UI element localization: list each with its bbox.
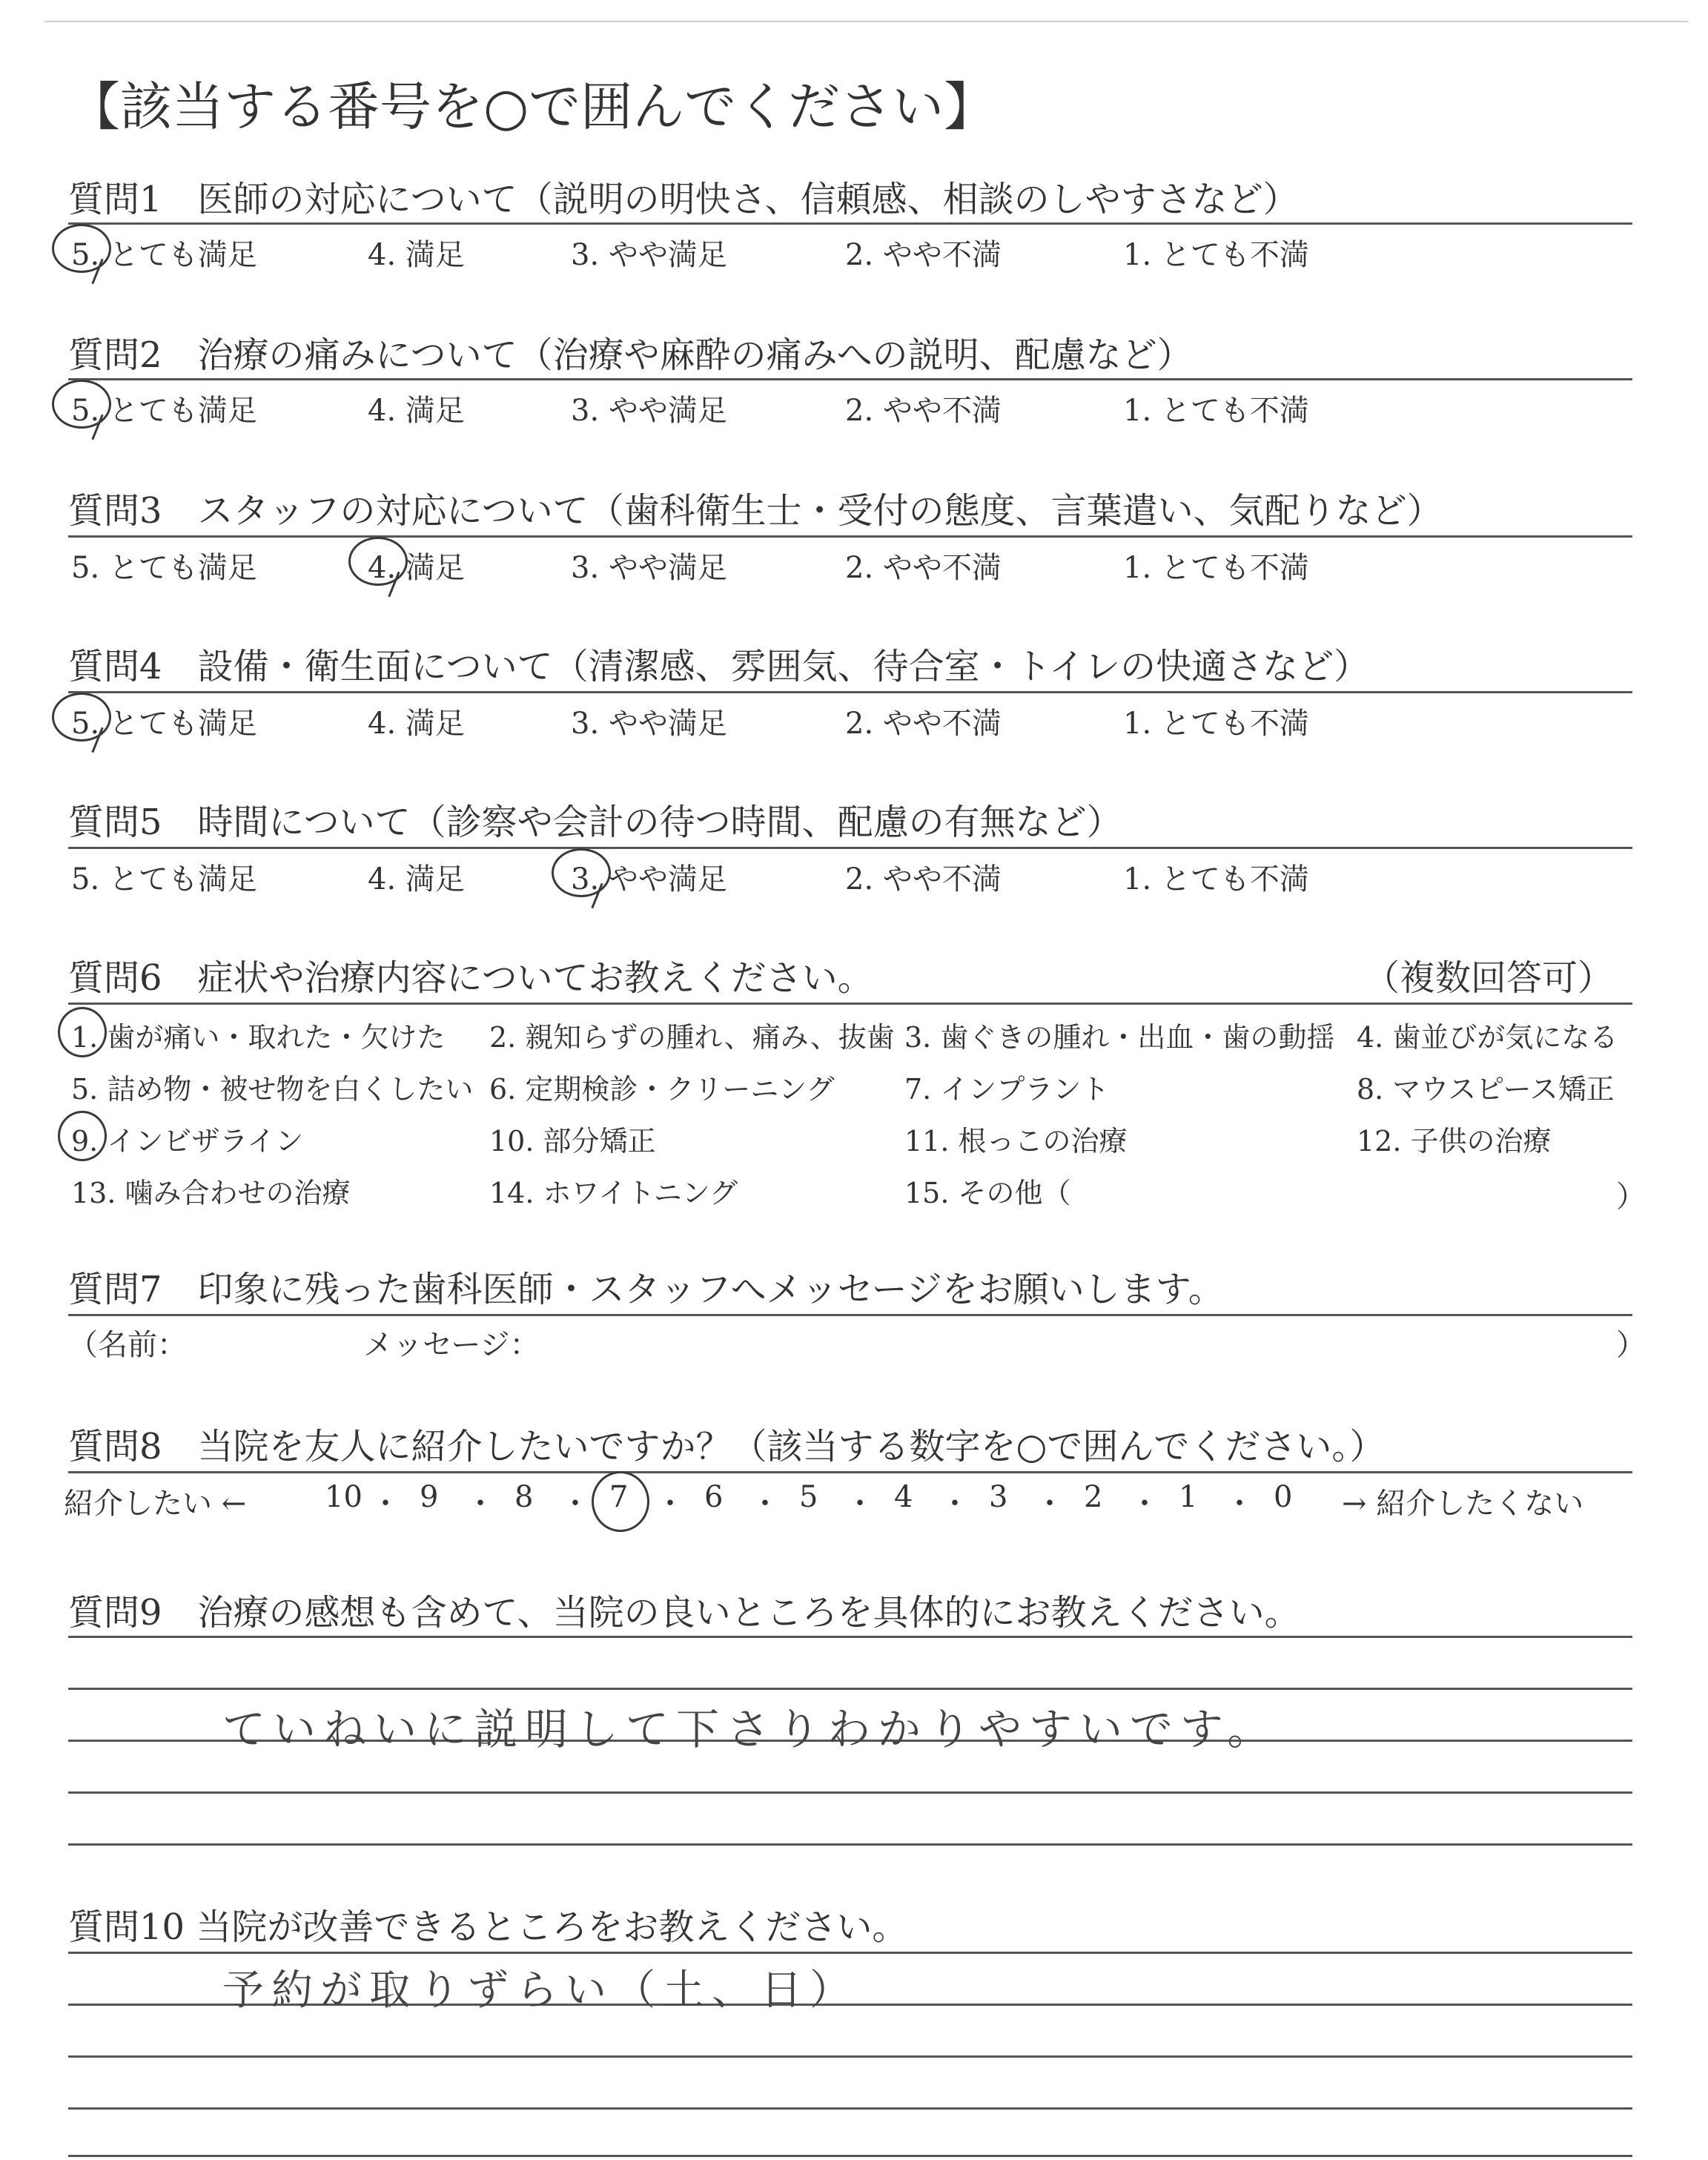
question-4-rule	[68, 691, 1632, 693]
q10-line-4	[68, 2107, 1632, 2110]
scale-number: 10	[325, 1480, 363, 1514]
scale-number: 1	[1179, 1480, 1198, 1514]
q9-handwritten-answer: ていねいに説明して下さりわかりやすいです。	[222, 1704, 1278, 1754]
rating-option: 5. とても満足	[71, 551, 257, 585]
rating-option: 2. やや不満	[845, 238, 1002, 272]
message-label: メッセージ：	[363, 1328, 540, 1362]
question-7-title: 質問7 印象に残った歯科医師・スタッフへメッセージをお願いします。	[68, 1269, 1224, 1310]
scale-separator: ・	[1225, 1487, 1254, 1521]
selection-circle	[58, 1007, 107, 1057]
selection-circle	[58, 1111, 107, 1161]
question-9-title: 質問9 治療の感想も含めて、当院の良いところを具体的にお教えください。	[68, 1592, 1300, 1634]
question-5-title: 質問5 時間について（診察や会計の待つ時間、配慮の有無など）	[68, 802, 1122, 843]
symptom-option: 11. 根っこの治療	[904, 1125, 1128, 1157]
question-2-rule	[68, 378, 1632, 380]
rating-option: 5. とても満足	[71, 862, 257, 896]
rating-option: 4. 満足	[368, 551, 465, 585]
scale-number: 2	[1084, 1480, 1103, 1514]
scale-separator: ・	[845, 1487, 875, 1521]
question-1-title: 質問1 医師の対応について（説明の明快さ、信頼感、相談のしやすさなど）	[68, 179, 1299, 220]
scale-separator: ・	[371, 1487, 400, 1521]
rating-option: 3. やや満足	[571, 707, 727, 741]
rating-option: 4. 満足	[368, 707, 465, 741]
scale-number: 8	[514, 1480, 534, 1514]
rating-option: 2. やや不満	[845, 551, 1002, 585]
scale-number: 4	[894, 1480, 913, 1514]
symptom-option: 13. 噛み合わせの治療	[71, 1177, 351, 1209]
symptom-option: 3. 歯ぐきの腫れ・出血・歯の動揺	[904, 1021, 1335, 1054]
symptom-option: 15. その他（	[904, 1177, 1071, 1209]
q9-line-2	[68, 1688, 1632, 1690]
q9-line-5	[68, 1843, 1632, 1846]
recommend-right-label: → 紹介したくない	[1342, 1487, 1584, 1521]
selection-circle	[348, 537, 408, 586]
rating-option: 3. やや満足	[571, 551, 727, 585]
scale-number: 9	[420, 1480, 439, 1514]
rating-option: 1. とても不満	[1123, 707, 1309, 741]
question-6-note: （複数回答可）	[1364, 957, 1614, 999]
symptom-option: 9. インビザライン	[71, 1125, 304, 1157]
question-8-title: 質問8 当院を友人に紹介したいですか？（該当する数字を○で囲んでください。）	[68, 1426, 1386, 1467]
rating-option: 1. とても不満	[1123, 238, 1309, 272]
symptom-option: 2. 親知らずの腫れ、痛み、抜歯	[489, 1021, 895, 1054]
symptom-option: 6. 定期検診・クリーニング	[489, 1073, 835, 1106]
question-2-title: 質問2 治療の痛みについて（治療や麻酔の痛みへの説明、配慮など）	[68, 334, 1193, 376]
rating-option: 2. やや不満	[845, 862, 1002, 896]
message-close-paren: ）	[1616, 1328, 1646, 1362]
scale-separator: ・	[560, 1487, 590, 1521]
scale-separator: ・	[940, 1487, 970, 1521]
rating-option: 4. 満足	[368, 394, 465, 428]
question-7-rule	[68, 1314, 1632, 1316]
rating-option: 2. やや不満	[845, 707, 1002, 741]
scale-separator: ・	[1130, 1487, 1159, 1521]
q10-handwritten-answer: 予約が取りずらい（土、日）	[222, 1966, 858, 2015]
scale-separator: ・	[466, 1487, 495, 1521]
rating-option: 3. やや満足	[571, 862, 727, 896]
symptom-option: 10. 部分矯正	[489, 1125, 656, 1157]
selection-circle	[52, 693, 111, 742]
question-4-title: 質問4 設備・衛生面について（清潔感、雰囲気、待合室・トイレの快適さなど）	[68, 646, 1370, 687]
scale-separator: ・	[655, 1487, 685, 1521]
symptom-option: 8. マウスピース矯正	[1357, 1073, 1615, 1106]
question-5-rule	[68, 847, 1632, 849]
rating-option: 4. 満足	[368, 862, 465, 896]
q9-line-4	[68, 1791, 1632, 1794]
scale-separator: ・	[750, 1487, 780, 1521]
rating-option: 2. やや不満	[845, 394, 1002, 428]
rating-option: 4. 満足	[368, 238, 465, 272]
top-border	[44, 21, 1689, 22]
scale-number: 7	[609, 1480, 629, 1514]
rating-option: 5. とても満足	[71, 238, 257, 272]
question-6-title: 質問6 症状や治療内容についてお教えください。	[68, 957, 873, 999]
q10-line-3	[68, 2055, 1632, 2058]
question-6-rule	[68, 1003, 1632, 1005]
symptom-option: 1. 歯が痛い・取れた・欠けた	[71, 1021, 446, 1054]
selection-circle	[52, 380, 111, 429]
rating-option: 1. とても不満	[1123, 551, 1309, 585]
rating-option: 5. とても満足	[71, 707, 257, 741]
symptom-option: 5. 詰め物・被せ物を白くしたい	[71, 1073, 474, 1106]
symptom-option: 4. 歯並びが気になる	[1357, 1021, 1618, 1054]
name-label: （名前：	[68, 1328, 187, 1362]
symptom-option: 14. ホワイトニング	[489, 1177, 738, 1209]
selection-circle	[552, 848, 611, 897]
question-10-title: 質問10 当院が改善できるところをお教えください。	[68, 1906, 908, 1948]
scale-number: 5	[799, 1480, 818, 1514]
symptom-option: 7. インプラント	[904, 1073, 1110, 1106]
symptom-option: 12. 子供の治療	[1357, 1125, 1552, 1157]
q9-line-1	[68, 1636, 1632, 1638]
scale-number: 3	[989, 1480, 1008, 1514]
recommend-left-label: 紹介したい ←	[64, 1487, 247, 1521]
question-1-rule	[68, 222, 1632, 225]
q10-line-5	[68, 2155, 1632, 2157]
scale-separator: ・	[1035, 1487, 1065, 1521]
scale-number: 6	[704, 1480, 724, 1514]
rating-option: 5. とても満足	[71, 394, 257, 428]
question-3-title: 質問3 スタッフの対応について（歯科衛生士・受付の態度、言葉遣い、気配りなど）	[68, 490, 1443, 532]
rating-option: 3. やや満足	[571, 394, 727, 428]
rating-option: 1. とても不満	[1123, 394, 1309, 428]
question-3-rule	[68, 535, 1632, 538]
rating-option: 1. とても不満	[1123, 862, 1309, 896]
selection-circle	[52, 224, 111, 273]
page-heading: 【該当する番号を○で囲んでください】	[68, 76, 996, 137]
q10-line-1	[68, 1952, 1632, 1954]
selection-circle	[592, 1471, 649, 1532]
scale-number: 0	[1274, 1480, 1293, 1514]
other-close-paren: ）	[1616, 1180, 1646, 1214]
question-8-rule	[68, 1471, 1632, 1473]
rating-option: 3. やや満足	[571, 238, 727, 272]
